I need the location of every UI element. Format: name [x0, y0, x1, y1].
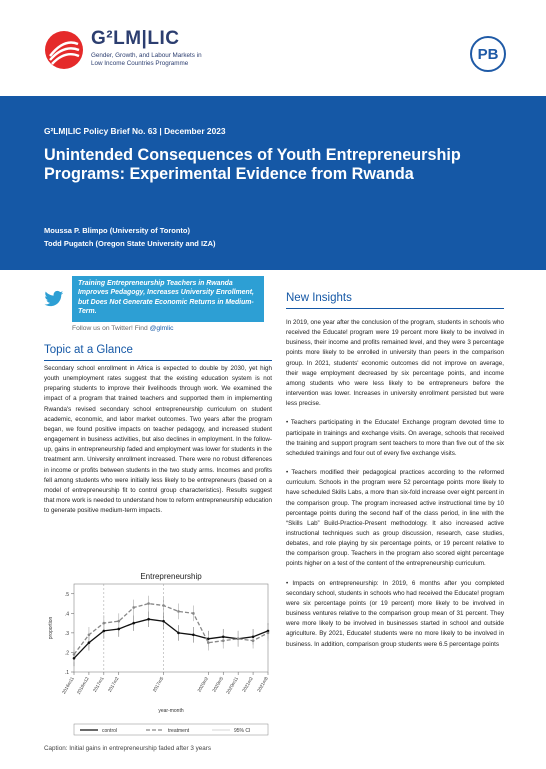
- twitter-callout: Training Entrepreneurship Teachers in Rwanda Improves Pedagogy, Increases University Enrollment, but Does Not Generate Economic Returns in Medium-Term.: [72, 276, 264, 322]
- data-point: [267, 632, 270, 635]
- data-point: [252, 639, 255, 642]
- author-1: Moussa P. Blimpo (University of Toronto): [44, 226, 190, 235]
- data-point: [117, 620, 120, 623]
- data-point: [222, 636, 225, 639]
- chart-title: Entrepreneurship: [140, 572, 202, 581]
- logo-mark: [44, 30, 84, 70]
- y-tick-label: .4: [64, 611, 69, 618]
- legend-label: control: [102, 728, 118, 734]
- data-point: [132, 622, 135, 625]
- data-point: [177, 632, 180, 635]
- header: [0, 0, 546, 96]
- y-tick-label: .2: [64, 650, 69, 657]
- x-axis-label: year-month: [158, 708, 184, 714]
- x-tick-label: 2020m2: [196, 676, 210, 693]
- glance-heading: Topic at a Glance: [44, 344, 133, 356]
- twitter-icon[interactable]: [44, 290, 64, 308]
- x-tick-label: 2021m2: [241, 676, 254, 693]
- x-tick-label: 2021m8: [256, 676, 269, 693]
- data-point: [103, 622, 106, 625]
- data-point: [103, 630, 106, 633]
- author-2: Todd Pugatch (Oregon State University and IZA): [44, 239, 216, 248]
- data-point: [192, 634, 195, 637]
- data-point: [162, 604, 165, 607]
- data-point: [117, 628, 120, 631]
- data-point: [73, 653, 76, 656]
- data-point: [222, 639, 225, 642]
- data-point: [88, 641, 91, 644]
- data-point: [207, 641, 210, 644]
- y-tick-label: .5: [64, 591, 69, 598]
- x-tick-label: 2016m12: [75, 676, 90, 696]
- glance-text: Secondary school enrollment in Africa is expected to double by 2030, yet high youth unemployment rates suggest that the existing education system is not preparing students to improve their livelihoods through work. We examined the impact of a program that trained teachers and supported them in implementing Rwanda's revised secondary school entrepreneurship curriculum on student academic, economic, and labor market outcomes. Two years after the program began, we found positive impacts on teacher pedagogy, and increased student engagement in business activities, but also declines in employment. In the follow-up, gains in entrepreneurship faded and employment was lower for students in the treatment arm. University enrollment increased. There were no robust differences in income or profits between students in the two study arms. Incomes and profits fell among students who were initially less likely to be entrepreneurs (based on a model of entrepreneurship fit to control group characteristics). Results suggest that more work is needed to understand how to reform entrepreneurship education to generate positive medium-term impacts.: [44, 365, 272, 515]
- policy-brief-badge: PB: [470, 36, 506, 72]
- x-tick-label: 2017m2: [107, 676, 120, 693]
- data-point: [147, 602, 150, 605]
- legend-label: treatment: [168, 728, 190, 734]
- x-tick-label: 2020m11: [225, 676, 240, 695]
- glance-rule: [44, 360, 272, 361]
- brief-number: G²LM|LIC Policy Brief No. 63 | December 2023: [44, 126, 226, 136]
- x-tick-label: 2020m5: [211, 676, 225, 693]
- page-title: Unintended Consequences of Youth Entrepreneurship Programs: Experimental Evidence from Rwanda: [44, 146, 461, 183]
- data-point: [237, 637, 240, 640]
- legend-label: 95% CI: [234, 728, 251, 734]
- insight-paragraph: • Impacts on entrepreneurship: In 2019, 6 months after you completed secondary school, students in schools who had received the Educate! program were six percentage points (or 19 percent) more likely to be involved in business ventures relative to the comparison group mean of 31 percent. They were more likely to be involved in businesses started in school and outside agriculture. By 2021, Educate! students were no more likely to be involved in business. In addition, comparison group students were 6.5 percentage points: [286, 579, 504, 648]
- y-tick-label: .3: [64, 630, 69, 637]
- insight-paragraph: • Teachers modified their pedagogical practices according to the reformed curriculum. Schools in the program were 52 percentage points more likely to have scheduled Skills Labs, a more than six-fold increase over eight percent in the comparison group. The program increased active instructional time by 10 percentage points during the second half of the class period, in line with the “Skills Lab” Build-Practice-Present methodology. It also increased active instructional techniques such as group discussion, research, case studies, debates, and role playing by six percentage points, or 19 percent relative to the comparison group. Teachers in the program also scored eight percentage points higher on a test of the content of the entrepreneurship curriculum.: [286, 469, 504, 568]
- chart-svg: [44, 570, 274, 742]
- insight-paragraph: • Teachers participating in the Educate! Exchange program devoted time to participate in trainings and exchange visits. On average, schools that received the training and support program sent teachers to more than five out of the six scheduled trainings and four out of every five exchange visits.: [286, 419, 504, 457]
- logo-title: G²LM|LIC: [91, 28, 180, 49]
- insights-rule: [286, 308, 504, 309]
- insight-paragraph: In 2019, one year after the conclusion of the program, students in schools who received the Educate! program were 19 percent more likely to be involved in business, their income and profits remained level, and they were 3 percentage points more likely to be enrolled in university than peers in the comparison group. In 2021, students' economic outcomes did not improve on average, their wage employment decreased by six percentage points, and income among students who were less likely to be entrepreneurs before the intervention was lower. Increases in university enrollment persisted but were less precise.: [286, 319, 504, 408]
- entrepreneurship-chart: [44, 570, 274, 742]
- data-point: [252, 636, 255, 639]
- y-axis-label: proportion: [48, 616, 54, 640]
- y-tick-label: .1: [64, 670, 69, 676]
- data-point: [147, 618, 150, 621]
- title-banner: [0, 96, 546, 270]
- twitter-handle-link[interactable]: @glmlic: [149, 325, 174, 332]
- x-tick-label: 2017m5: [151, 676, 165, 693]
- data-point: [162, 620, 165, 623]
- x-tick-label: 2017m1: [92, 676, 105, 693]
- data-point: [88, 634, 91, 637]
- data-point: [132, 606, 135, 609]
- logo-subtitle: Gender, Growth, and Labour Markets in Low Income Countries Programme: [91, 52, 202, 67]
- data-point: [73, 657, 76, 660]
- data-point: [177, 610, 180, 613]
- chart-caption: Caption: Initial gains in entrepreneurship faded after 3 years: [44, 745, 211, 752]
- insights-text: [286, 318, 504, 659]
- plot-frame: [74, 584, 268, 672]
- x-tick-label: 2016m11: [61, 676, 75, 695]
- insights-heading: New Insights: [286, 292, 352, 304]
- twitter-follow: Follow us on Twitter! Find @glmlic: [72, 325, 174, 332]
- data-point: [192, 612, 195, 615]
